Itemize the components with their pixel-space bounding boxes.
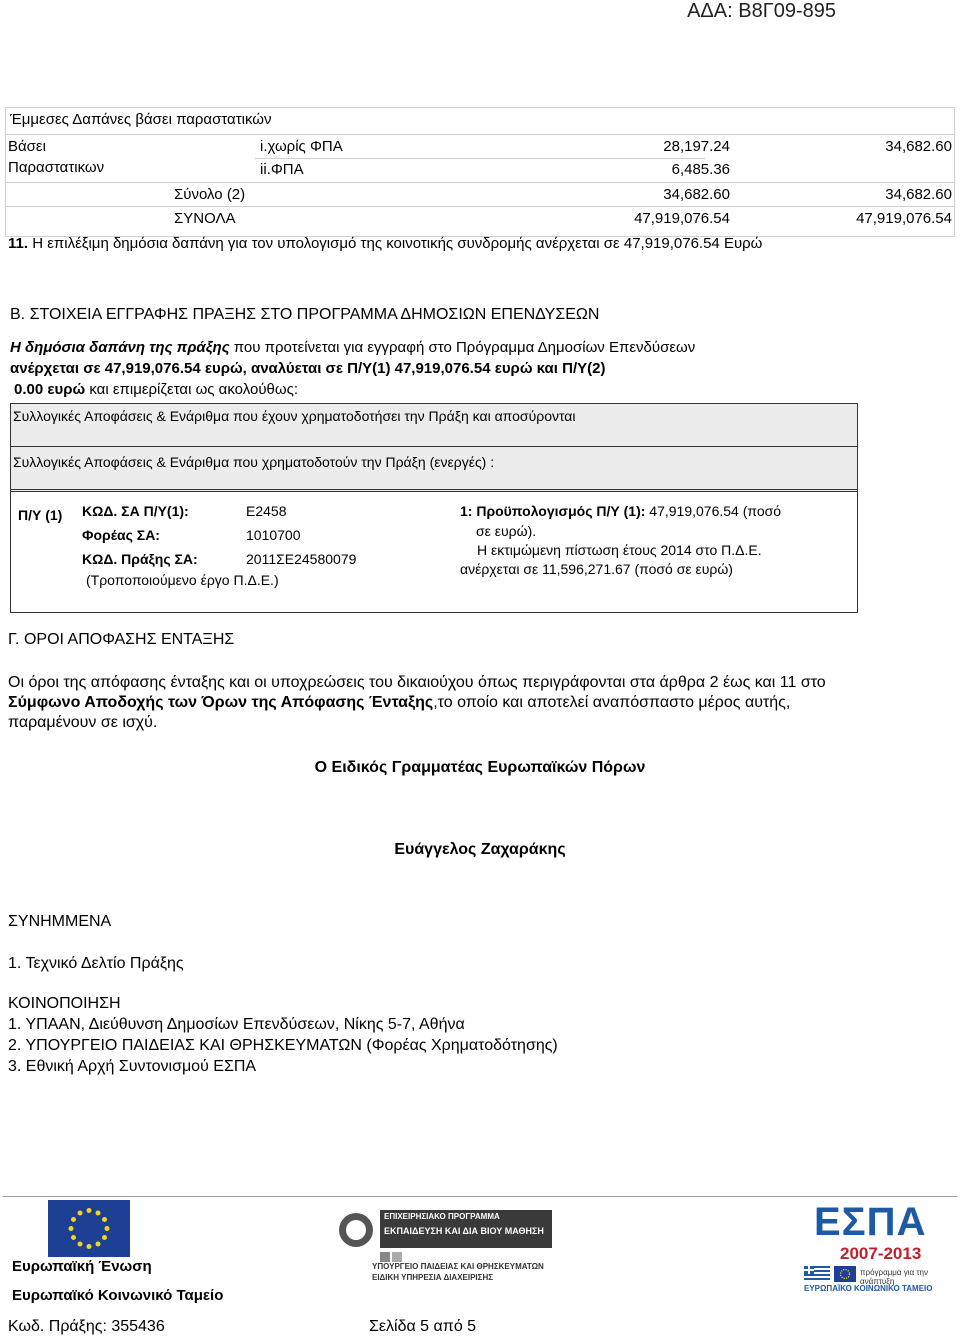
sum-value: 34,682.60 xyxy=(663,186,730,203)
section-c-title: Γ. ΟΡΟΙ ΑΠΟΦΑΣΗΣ ΕΝΤΑΞΗΣ xyxy=(8,631,235,648)
mid-logo-line-4: ΕΙΔΙΚΗ ΥΠΗΡΕΣΙΑ ΔΙΑΧΕΙΡΙΣΗΣ xyxy=(372,1273,494,1282)
row-label-basei: Βάσει xyxy=(8,138,46,155)
section-c-line-1: Οι όροι της απόφασης ένταξης και οι υποχρεώσεις του δικαιούχου όπως περιγράφονται στα άρθρα 2 έως και 11 στο xyxy=(8,674,826,691)
sum-label: Σύνολο (2) xyxy=(174,186,246,203)
i-total: 34,682.60 xyxy=(885,138,952,155)
mid-logo-line-1: ΕΠΙΧΕΙΡΗΣΙΑΚΟ ΠΡΟΓΡΑΜΜΑ xyxy=(384,1212,500,1221)
budget-line: 1: Προϋπολογισμός Π/Υ (1): 47,919,076.54 (ποσό xyxy=(460,503,782,519)
mid-logo-line-2: ΕΚΠΑΙΔΕΥΣΗ ΚΑΙ ΔΙΑ ΒΙΟΥ ΜΑΘΗΣΗ xyxy=(384,1226,544,1236)
project-code: Κωδ. Πράξης: 355436 xyxy=(8,1318,165,1335)
notify-item: 2. ΥΠΟΥΡΓΕΙΟ ΠΑΙΔΕΙΑΣ ΚΑΙ ΘΡΗΣΚΕΥΜΑΤΩΝ (Φορέας Χρηματοδότησης) xyxy=(8,1037,558,1054)
kod-praxis-label: ΚΩΔ. Πράξης ΣΑ: xyxy=(82,551,198,567)
budget-line-cont: σε ευρώ). xyxy=(476,523,537,539)
section-c-line-2: Σύμφωνο Αποδοχής των Όρων της Απόφασης Ένταξης,το οποίο και αποτελεί αναπόσπαστο μέρος αυτής, xyxy=(8,694,791,711)
section-b-paragraph-1: Η δημόσια δαπάνη της πράξης που προτείνεται για εγγραφή στο Πρόγραμμα Δημοσίων Επενδύσεων xyxy=(10,339,696,356)
i-value: 28,197.24 xyxy=(663,138,730,155)
attachment-item-1: 1. Τεχνικό Δελτίο Πράξης xyxy=(8,955,184,972)
ada-code: ΑΔΑ: Β8Γ09-895 xyxy=(687,0,836,22)
page-number: Σελίδα 5 από 5 xyxy=(369,1318,477,1335)
attachments-title: ΣΥΝΗΜΜΕΝΑ xyxy=(8,913,112,930)
withdrawn-decisions-box xyxy=(10,403,858,449)
totals-label: ΣΥΝΟΛΑ xyxy=(174,210,236,227)
active-decisions-label: Συλλογικές Αποφάσεις & Ενάριθμα που χρηματοδοτούν την Πράξη (ενεργές) : xyxy=(13,454,495,470)
totals-value: 47,919,076.54 xyxy=(634,210,730,227)
section-b-paragraph-3: 0.00 ευρώ και επιμερίζεται ως ακολούθως: xyxy=(14,381,298,398)
esf-label: Ευρωπαϊκό Κοινωνικό Ταμείο xyxy=(12,1287,224,1304)
withdrawn-decisions-label: Συλλογικές Αποφάσεις & Ενάριθμα που έχουν χρηματοδοτήσει την Πράξη και αποσύρονται xyxy=(13,408,576,424)
signatory-name: Ευάγγελος Ζαχαράκης xyxy=(394,841,566,858)
notify-item: 1. ΥΠΑΑΝ, Διεύθυνση Δημοσίων Επενδύσεων, Νίκης 5-7, Αθήνα xyxy=(8,1016,465,1033)
active-decisions-box xyxy=(10,446,858,492)
eu-mini-flag-icon xyxy=(834,1266,856,1282)
greek-flag-icon xyxy=(804,1266,830,1282)
credit-line-2: ανέρχεται σε 11,596,271.67 (ποσό σε ευρώ) xyxy=(460,561,733,577)
section-b-paragraph-2: ανέρχεται σε 47,919,076.54 ευρώ, αναλύεται σε Π/Υ(1) 47,919,076.54 ευρώ και Π/Υ(2) xyxy=(10,360,606,377)
i-label: i.χωρίς ΦΠΑ xyxy=(260,138,343,155)
section-c-line-3: παραμένουν σε ισχύ. xyxy=(8,714,158,731)
credit-line-1: Η εκτιμώμενη πίστωση έτους 2014 στο Π.Δ.Ε. xyxy=(477,542,762,558)
notify-title: ΚΟΙΝΟΠΟΙΗΣΗ xyxy=(8,995,121,1012)
expenses-title: Έμμεσες Δαπάνες βάσει παραστατικών xyxy=(10,111,272,128)
sum-total: 34,682.60 xyxy=(885,186,952,203)
kod-sa-value: Ε2458 xyxy=(246,503,287,519)
totals-total: 47,919,076.54 xyxy=(856,210,952,227)
espa-logo xyxy=(800,1200,958,1296)
py1-label: Π/Υ (1) xyxy=(18,507,63,523)
espa-fund: ΕΥΡΩΠΑΪΚΟ ΚΟΙΝΩΝΙΚΟ ΤΑΜΕΙΟ xyxy=(804,1284,933,1293)
tropopoioumeno-note: (Τροποποιούμενο έργο Π.Δ.Ε.) xyxy=(86,572,279,588)
eu-label: Ευρωπαϊκή Ένωση xyxy=(12,1258,152,1275)
ii-label: ii.ΦΠΑ xyxy=(260,161,304,178)
eu-flag-logo xyxy=(48,1200,130,1257)
ii-value: 6,485.36 xyxy=(671,161,730,178)
section-b-title: Β. ΣΤΟΙΧΕΙΑ ΕΓΓΡΑΦΗΣ ΠΡΑΞΗΣ ΣΤΟ ΠΡΟΓΡΑΜΜΑ ΔΗΜΟΣΙΩΝ ΕΠΕΝΔΥΣΕΩΝ xyxy=(10,306,600,323)
espa-years: 2007-2013 xyxy=(840,1244,922,1263)
kod-sa-label: ΚΩΔ. ΣΑ Π/Υ(1): xyxy=(82,503,189,519)
item-11: 11. Η επιλέξιμη δημόσια δαπάνη για τον υπολογισμό της κοινοτικής συνδρομής ανέρχεται σε 47,919,076.54 Ευρώ xyxy=(8,235,763,252)
signatory-role: Ο Ειδικός Γραμματέας Ευρωπαϊκών Πόρων xyxy=(314,759,646,776)
espa-slogan: πρόγραμμα για την ανάπτυξη xyxy=(860,1268,928,1286)
mid-logo-line-3: ΥΠΟΥΡΓΕΙΟ ΠΑΙΔΕΙΑΣ ΚΑΙ ΘΡΗΣΚΕΥΜΑΤΩΝ xyxy=(372,1262,544,1271)
kod-praxis-value: 2011ΣΕ24580079 xyxy=(246,551,357,567)
operational-programme-logo xyxy=(336,1206,598,1286)
row-label-parastatikon: Παραστατικων xyxy=(8,159,105,176)
foreas-value: 1010700 xyxy=(246,527,301,543)
foreas-label: Φορέας ΣΑ: xyxy=(82,527,160,543)
notify-item: 3. Εθνική Αρχή Συντονισμού ΕΣΠΑ xyxy=(8,1058,257,1075)
espa-title: ΕΣΠΑ xyxy=(814,1200,927,1244)
